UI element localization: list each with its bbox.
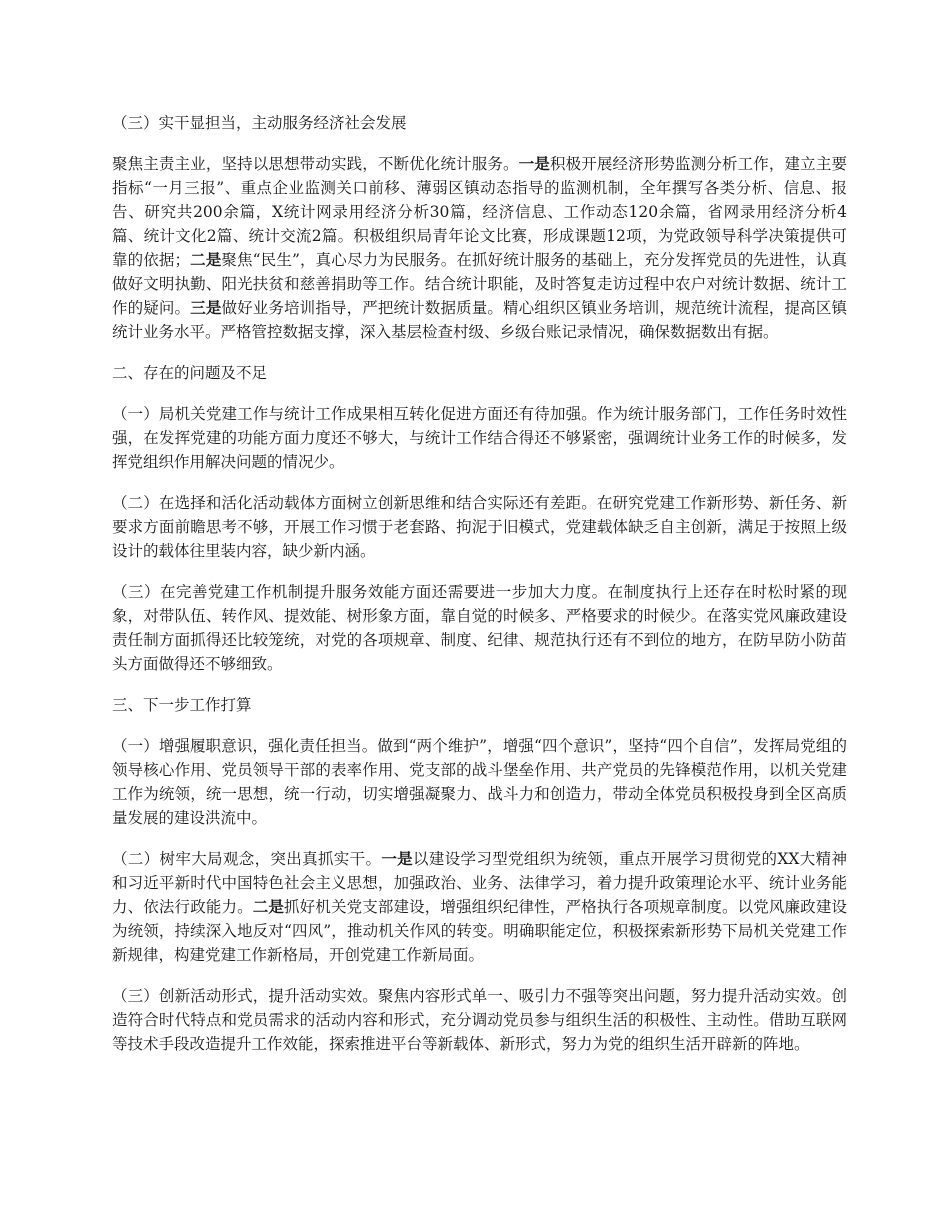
paragraph-plan-3: （三）创新活动形式，提升活动实效。聚焦内容形式单一、吸引力不强等突出问题，努力提升活动实效。创造符合时代特点和党员需求的活动内容和形式，充分调动党员参与组织生活的积极性、主动性。借助互联网等技术手段改造提升工作效能，探索推进平台等新载体、新形式，努力为党的组织生活开辟新的阵地。 (112, 987, 847, 1053)
bold-keyword: 三是 (190, 298, 222, 317)
text-run: 抓好机关党支部建设，增强组织纪律性，严格执行各项规章制度。以党风廉政建设为统领，持续深入地反对“四风”，推动机关作风的转变。明确职能定位，积极探索新形势下局机关党建工作新规律，构建党建工作新格局，开创党建工作新局面。 (112, 898, 847, 964)
paragraph-plan-2 (112, 847, 847, 967)
section-heading-next-steps: 三、下一步工作打算 (112, 696, 252, 714)
bold-keyword: 二是 (252, 897, 285, 916)
paragraph-problem-2: （二）在选择和活化活动载体方面树立创新思维和结合实际还有差距。在研究党建工作新形势、新任务、新要求方面前瞻思考不够，开展工作习惯于老套路、拘泥于旧模式，党建载体缺乏自主创新，满足于按照上级设计的载体往里装内容，缺少新内涵。 (112, 494, 847, 560)
bold-keyword: 一是 (518, 154, 550, 173)
bold-keyword: 一是 (381, 849, 414, 868)
paragraph-service-details (112, 152, 847, 344)
section-heading-problems: 二、存在的问题及不足 (112, 364, 268, 382)
section-heading-service: （三）实干显担当，主动服务经济社会发展 (112, 114, 407, 132)
paragraph-problem-1: （一）局机关党建工作与统计工作成果相互转化促进方面还有待加强。作为统计服务部门，工作任务时效性强，在发挥党建的功能方面力度还不够大，与统计工作结合得还不够紧密，强调统计业务工作的时候多，发挥党组织作用解决问题的情况少。 (112, 405, 847, 471)
text-run: 聚焦“民生”，真心尽力为民服务。在抓好统计服务的基础上，充分发挥党员的先进性，认真做好文明执勤、阳光扶贫和慈善捐助等工作。结合统计职能，及时答复走访过程中农户对统计数据、统计工作的疑问。 (112, 251, 847, 317)
paragraph-problem-3: （三）在完善党建工作机制提升服务效能方面还需要进一步加大力度。在制度执行上还存在时松时紧的现象，对带队伍、转作风、提效能、树形象方面，靠自觉的时候多、严格要求的时候少。在落实党风廉政建设责任制方面抓得还比较笼统，对党的各项规章、制度、纪律、规范执行还有不到位的地方，在防早防小防苗头方面做得还不够细致。 (112, 583, 847, 673)
text-run: 聚焦主责主业，坚持以思想带动实践，不断优化统计服务。 (112, 155, 519, 173)
text-run: （二）树牢大局观念，突出真抓实干。 (112, 850, 382, 868)
document-page (112, 111, 847, 1073)
text-run: 做好业务培训指导，严把统计数据质量。精心组织区镇业务培训，规范统计流程，提高区镇统计业务水平。严格管控数据支撑，深入基层检查村级、乡级台账记录情况，确保数据数出有据。 (112, 299, 847, 341)
text-run: 积极开展经济形势监测分析工作，建立主要指标“一月三报”、重点企业监测关口前移、薄弱区镇动态指导的监测机制，全年撰写各类分析、信息、报告、研究共200余篇，X统计网录用经济分析30篇，经济信息、工作动态120余篇，省网录用经济分析4篇、统计文化2篇、统计交流2篇。积极组织局青年论文比赛，形成课题12项，为党政领导科学决策提供可靠的依据； (112, 155, 847, 269)
text-run: 以建设学习型党组织为统领，重点开展学习贯彻党的XX大精神和习近平新时代中国特色社会主义思想，加强政治、业务、法律学习，着力提升政策理论水平、统计业务能力、依法行政能力。 (112, 850, 847, 916)
paragraph-plan-1: （一）增强履职意识，强化责任担当。做到“两个维护”，增强“四个意识”，坚持“四个自信”，发挥局党组的领导核心作用、党员领导干部的表率作用、党支部的战斗堡垒作用、共产党员的先锋模范作用，以机关党建工作为统领，统一思想，统一行动，切实增强凝聚力、战斗力和创造力，带动全体党员积极投身到全区高质量发展的建设洪流中。 (112, 737, 847, 827)
bold-keyword: 二是 (190, 250, 222, 269)
